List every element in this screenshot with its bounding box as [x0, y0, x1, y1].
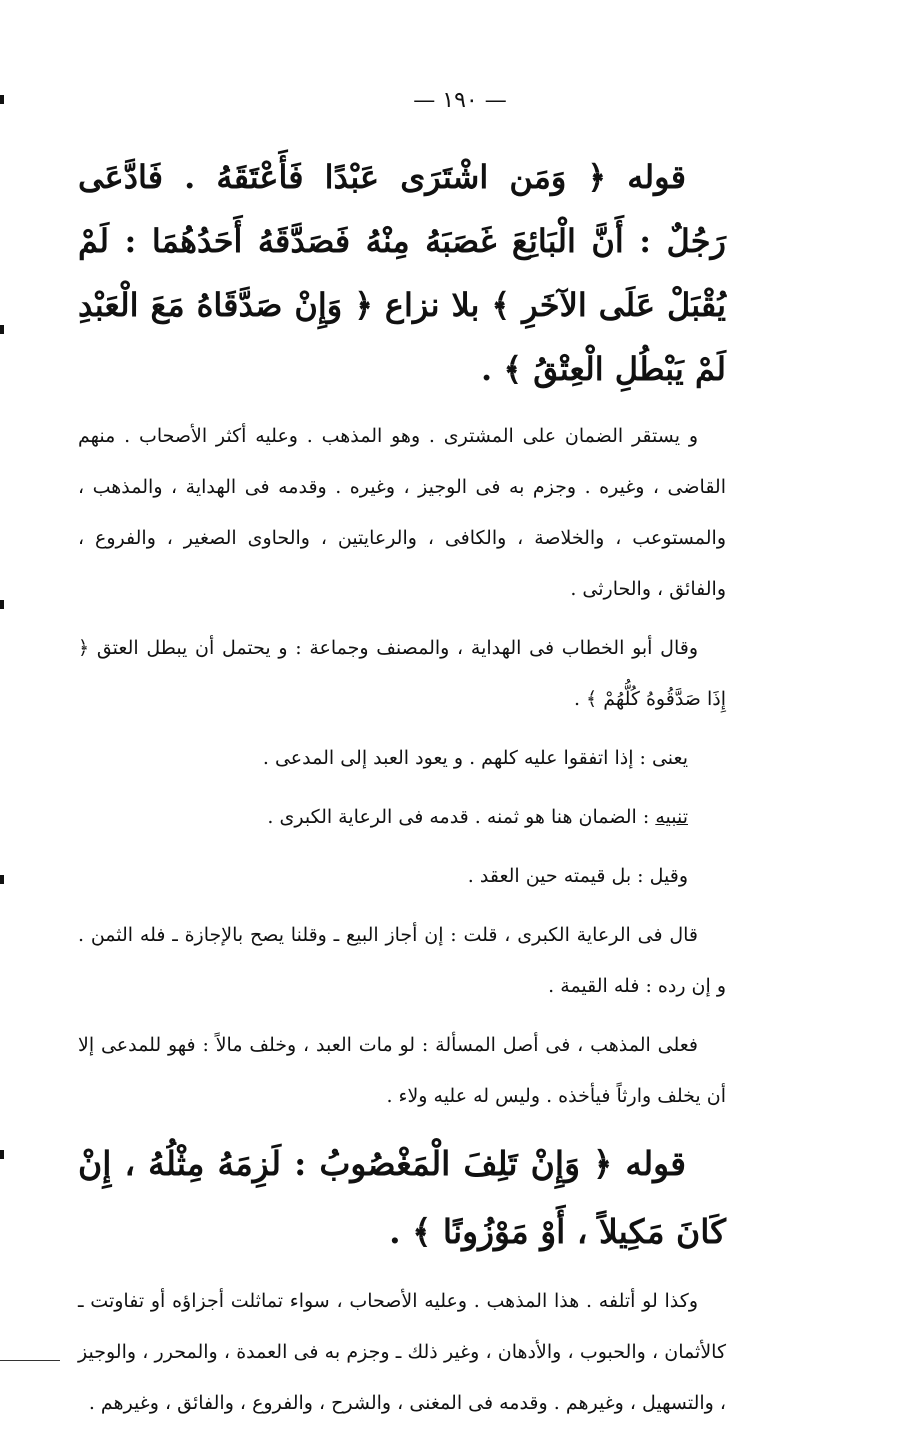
- scan-edge-mark: [0, 600, 4, 609]
- quoted-text: قوله ﴿ وَمَن اشْتَرَى عَبْدًا فَأَعْتَقَهُ . فَادَّعَى رَجُلٌ : أَنَّ الْبَائِعَ غَصَبَهُ مِنْهُ فَصَدَّقَهُ أَحَدُهُمَا : لَمْ يُقْبَلْ عَلَى الآخَرِ ﴾ بلا نزاع ﴿ وَإِنْ صَدَّقَاهُ مَعَ الْعَبْدِ لَمْ يَبْطُلِ الْعِتْقُ ﴾ .: [78, 158, 726, 388]
- scan-edge-mark: [0, 1150, 4, 1159]
- note-text: : الضمان هنا هو ثمنه . قدمه فى الرعاية الكبرى .: [267, 806, 656, 828]
- note-label: تنبيه: [655, 806, 688, 828]
- scan-edge-mark: [0, 875, 4, 884]
- bottom-rule: [0, 1360, 60, 1361]
- scan-edge-mark: [0, 95, 4, 104]
- note-paragraph: [78, 792, 726, 843]
- commentary-paragraph: وقيل : بل قيمته حين العقد .: [467, 865, 688, 887]
- commentary-paragraph: وقال أبو الخطاب فى الهداية ، والمصنف وجماعة : و يحتمل أن يبطل العتق ﴿ إِذَا صَدَّقُوهُ كُلُّهُمْ ﴾ .: [78, 637, 726, 710]
- commentary-paragraph: و يستقر الضمان على المشترى . وهو المذهب . وعليه أكثر الأصحاب . منهم القاضى ، وغيره . وجزم به فى الوجيز ، وغيره . وقدمه فى الهداية ، والمذهب ، والمستوعب ، والخلاصة ، والكافى ، والرعايتين ، والحاوى الصغير ، والفروع ، والفائق ، والحارثى .: [78, 425, 726, 600]
- commentary-paragraph: قال فى الرعاية الكبرى ، قلت : إن أجاز البيع ـ وقلنا يصح بالإجازة ـ فله الثمن . و إن رده : فله القيمة .: [78, 924, 726, 997]
- commentary-paragraph: وكذا لو أتلفه . هذا المذهب . وعليه الأصحاب ، سواء تماثلت أجزاؤه أو تفاوتت ـ كالأثمان ، والحبوب ، والأدهان ، وغير ذلك ـ وجزم به فى العمدة ، والمحرر ، والوجيز ، والتسهيل ، وغيرهم . وقدمه فى المغنى ، والشرح ، والفروع ، والفائق ، وغيرهم .: [78, 1290, 726, 1414]
- commentary-paragraph: فعلى المذهب ، فى أصل المسألة : لو مات العبد ، وخلف مالاً : فهو للمدعى إلا أن يخلف وارثاً فيأخذه . وليس له عليه ولاء .: [78, 1034, 726, 1107]
- commentary-paragraph: يعنى : إذا اتفقوا عليه كلهم . و يعود العبد إلى المدعى .: [262, 747, 688, 769]
- quoted-text: قوله ﴿ وَإِنْ تَلِفَ الْمَغْصُوبُ : لَزِمَهُ مِثْلُهُ ، إِنْ كَانَ مَكِيلاً ، أَوْ مَوْزُونًا ﴾ .: [78, 1144, 726, 1251]
- page-number: — ١٩٠ —: [413, 88, 507, 113]
- scan-edge-mark: [0, 325, 4, 334]
- page-text: [78, 145, 726, 1437]
